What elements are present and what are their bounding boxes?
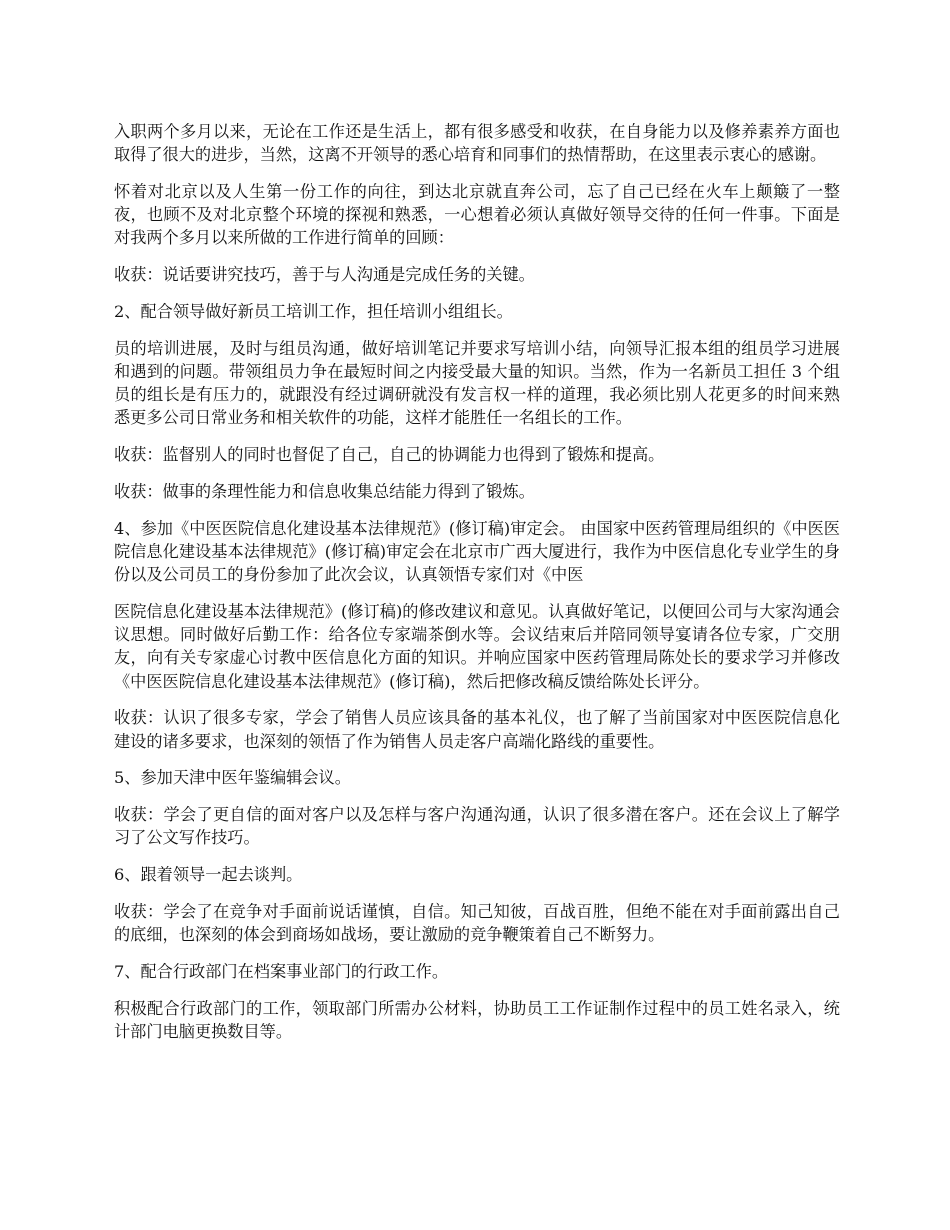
paragraph-meeting: 医院信息化建设基本法律规范》(修订稿)的修改建议和意见。认真做好笔记，以便回公司与大家沟通会议思想。同时做好后勤工作：给各位专家端茶倒水等。会议结束后并陪同领导宴请各位专家，广交朋友，向有关专家虚心讨教中医信息化方面的知识。并响应国家中医药管理局陈处长的要求学习并修改《中医医院信息化建设基本法律规范》(修订稿)，然后把修改稿反馈给陈处长评分。 [114,602,840,691]
paragraph-gain-1: 收获：说话要讲究技巧，善于与人沟通是完成任务的关键。 [114,265,535,285]
paragraph-gain-4: 收获：认识了很多专家，学会了销售人员应该具备的基本礼仪，也了解了当前国家对中医医院信息化建设的诸多要求，也深刻的领悟了作为销售人员走客户高端化路线的重要性。 [114,708,840,751]
paragraph-gain-5: 收获：学会了更自信的面对客户以及怎样与客户沟通沟通，认识了很多潜在客户。还在会议上了解学习了公文写作技巧。 [114,805,840,848]
paragraph-item-4-heading: 4、参加《中医医院信息化建设基本法律规范》(修订稿)审定会。 由国家中医药管理局组织的《中医医院信息化建设基本法律规范》(修订稿)审定会在北京市广西大厦进行，我作为中医信息化专业学生的身份以及公司员工的身份参加了此次会议，认真领悟专家们对《中医 [114,518,840,585]
paragraph-training: 员的培训进展，及时与组员沟通，做好培训笔记并要求写培训小结，向领导汇报本组的组员学习进展和遇到的问题。带领组员力争在最短时间之内接受最大量的知识。当然，作为一名新员工担任 3 个组员的组长是有压力的，就跟没有经过调研就没有发言权一样的道理，我必须比别人花更多的时间来熟悉更多公司日常业务和相关软件的功能，这样才能胜任一名组长的工作。 [114,338,840,428]
paragraph-item-6-heading: 6、跟着领导一起去谈判。 [114,865,303,885]
paragraph-item-2-heading: 2、配合领导做好新员工培训工作，担任培训小组组长。 [114,302,513,321]
document-body [114,120,840,1057]
paragraph-gain-3: 收获：做事的条理性能力和信息收集总结能力得到了锻炼。 [114,482,535,501]
paragraph-item-7-heading: 7、配合行政部门在档案事业部门的行政工作。 [114,962,449,981]
paragraph-arrival: 怀着对北京以及人生第一份工作的向往，到达北京就直奔公司，忘了自己已经在火车上颠簸了一整夜，也顾不及对北京整个环境的探视和熟悉，一心想着必须认真做好领导交待的任何一件事。下面是对我两个多月以来所做的工作进行简单的回顾： [114,182,840,248]
paragraph-intro: 入职两个多月以来，无论在工作还是生活上，都有很多感受和收获，在自身能力以及修养素养方面也取得了很大的进步，当然，这离不开领导的悉心培育和同事们的热情帮助，在这里表示衷心的感谢。 [114,122,840,165]
paragraph-gain-2: 收获：监督别人的同时也督促了自己，自己的协调能力也得到了锻炼和提高。 [114,445,665,465]
paragraph-admin-work: 积极配合行政部门的工作，领取部门所需办公材料，协助员工工作证制作过程中的员工姓名录入，统计部门电脑更换数目等。 [114,998,840,1041]
paragraph-gain-6: 收获：学会了在竞争对手面前说话谨慎，自信。知己知彼，百战百胜，但绝不能在对手面前露出自己的底细，也深刻的体会到商场如战场，要让激励的竞争鞭策着自己不断努力。 [114,902,840,945]
paragraph-item-5-heading: 5、参加天津中医年鉴编辑会议。 [114,768,351,788]
